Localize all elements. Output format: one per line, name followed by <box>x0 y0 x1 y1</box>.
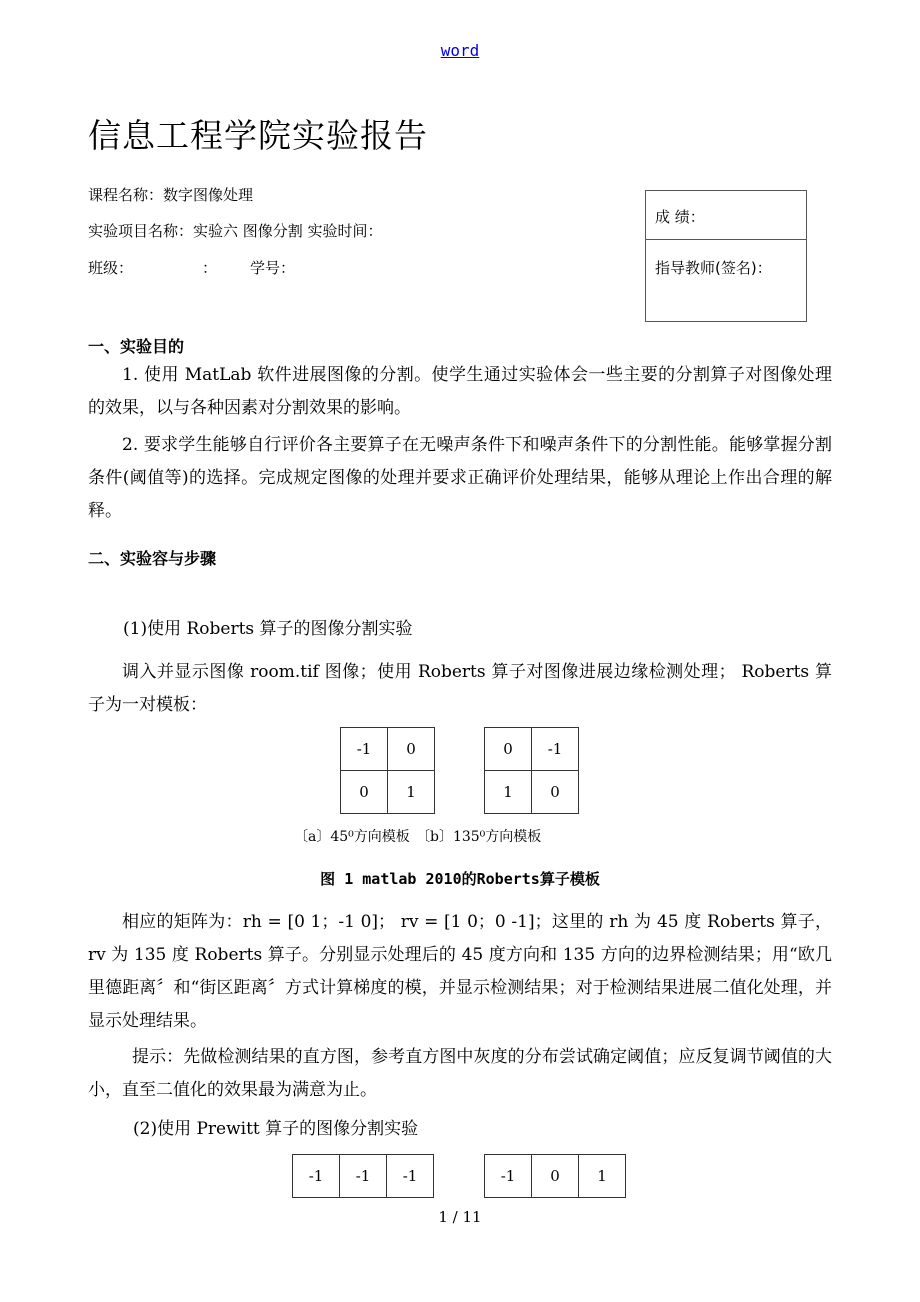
matrix-cell: 1 <box>579 1155 626 1198</box>
matrix-cell: 0 <box>388 728 435 771</box>
score-label: 成 绩： <box>655 208 705 226</box>
figure-caption: 图 1 matlab 2010的Roberts算子模板 <box>320 870 600 888</box>
caption-135: 〔b〕135⁰方向模板 <box>416 829 542 845</box>
matrix-cell: -1 <box>532 728 579 771</box>
grade-row <box>646 191 806 240</box>
prewitt-template-a <box>292 1154 434 1198</box>
section-1-heading: 一、实验目的 <box>88 337 185 356</box>
roberts-135-template <box>484 727 579 814</box>
matrix-cell: 0 <box>532 1155 579 1198</box>
header-word-link[interactable]: word <box>440 41 480 60</box>
matrix-cell: -1 <box>340 1155 387 1198</box>
student-no-label: 学号： <box>250 259 296 277</box>
grade-box <box>645 190 807 322</box>
hint-paragraph: 提示：先做检测结果的直方图，参考直方图中灰度的分布尝试确定阈值；应反复调节阈值的大小，直至二值化的效果最为满意为止。 <box>88 1047 832 1100</box>
caption-45: 〔a〕45⁰方向模板 <box>294 829 410 845</box>
roberts-intro-paragraph: 调入并显示图像 room.tif 图像；使用 Roberts 算子对图像进展边缘检测处理； Roberts 算子为一对模板： <box>88 662 832 715</box>
teacher-signature-label: 指导教师(签名)： <box>655 259 772 277</box>
matrix-cell: -1 <box>293 1155 340 1198</box>
matrix-cell: 1 <box>388 771 435 814</box>
matrix-cell: 0 <box>532 771 579 814</box>
matrix-cell: -1 <box>387 1155 434 1198</box>
project-name: 实验项目名称：实验六 图像分割 实验时间： <box>88 222 383 240</box>
matrix-cell: 0 <box>485 728 532 771</box>
class-colon: ： <box>202 259 218 277</box>
subsection-roberts: (1)使用 Roberts 算子的图像分割实验 <box>123 619 413 639</box>
matrix-cell: 1 <box>485 771 532 814</box>
page-number: 1 / 11 <box>438 1208 482 1226</box>
matrix-cell: 0 <box>341 771 388 814</box>
matrix-cell: -1 <box>485 1155 532 1198</box>
matrix-paragraph: 相应的矩阵为：rh = [0 1；-1 0]； rv = [1 0；0 -1]；这里的 rh 为 45 度 Roberts 算子，rv 为 135 度 Roberts 算子。分别显示处理后的 45 度方向和 135 方向的边界检测结果；用“欧几里德距离〞和“街区距离〞方式计算梯度的模，并显示检测结果；对于检测结果进展二值化处理，并显示处理结果。 <box>88 912 832 1031</box>
course-name: 课程名称：数字图像处理 <box>88 186 254 204</box>
subsection-prewitt: (2)使用 Prewitt 算子的图像分割实验 <box>133 1119 419 1139</box>
class-label: 班级： <box>88 259 134 277</box>
section-1-paragraph-2: 2. 要求学生能够自行评价各主要算子在无噪声条件下和噪声条件下的分割性能。能够掌握分割条件(阈值等)的选择。完成规定图像的处理并要求正确评价处理结果，能够从理论上作出合理的解释。 <box>88 435 832 521</box>
page-title: 信息工程学院实验报告 <box>88 116 428 155</box>
matrix-cell: -1 <box>341 728 388 771</box>
roberts-45-template <box>340 727 435 814</box>
prewitt-template-b <box>484 1154 626 1198</box>
section-1-paragraph-1: 1. 使用 MatLab 软件进展图像的分割。使学生通过实验体会一些主要的分割算子对图像处理的效果，以与各种因素对分割效果的影响。 <box>88 365 832 418</box>
section-2-heading: 二、实验容与步骤 <box>88 549 217 568</box>
